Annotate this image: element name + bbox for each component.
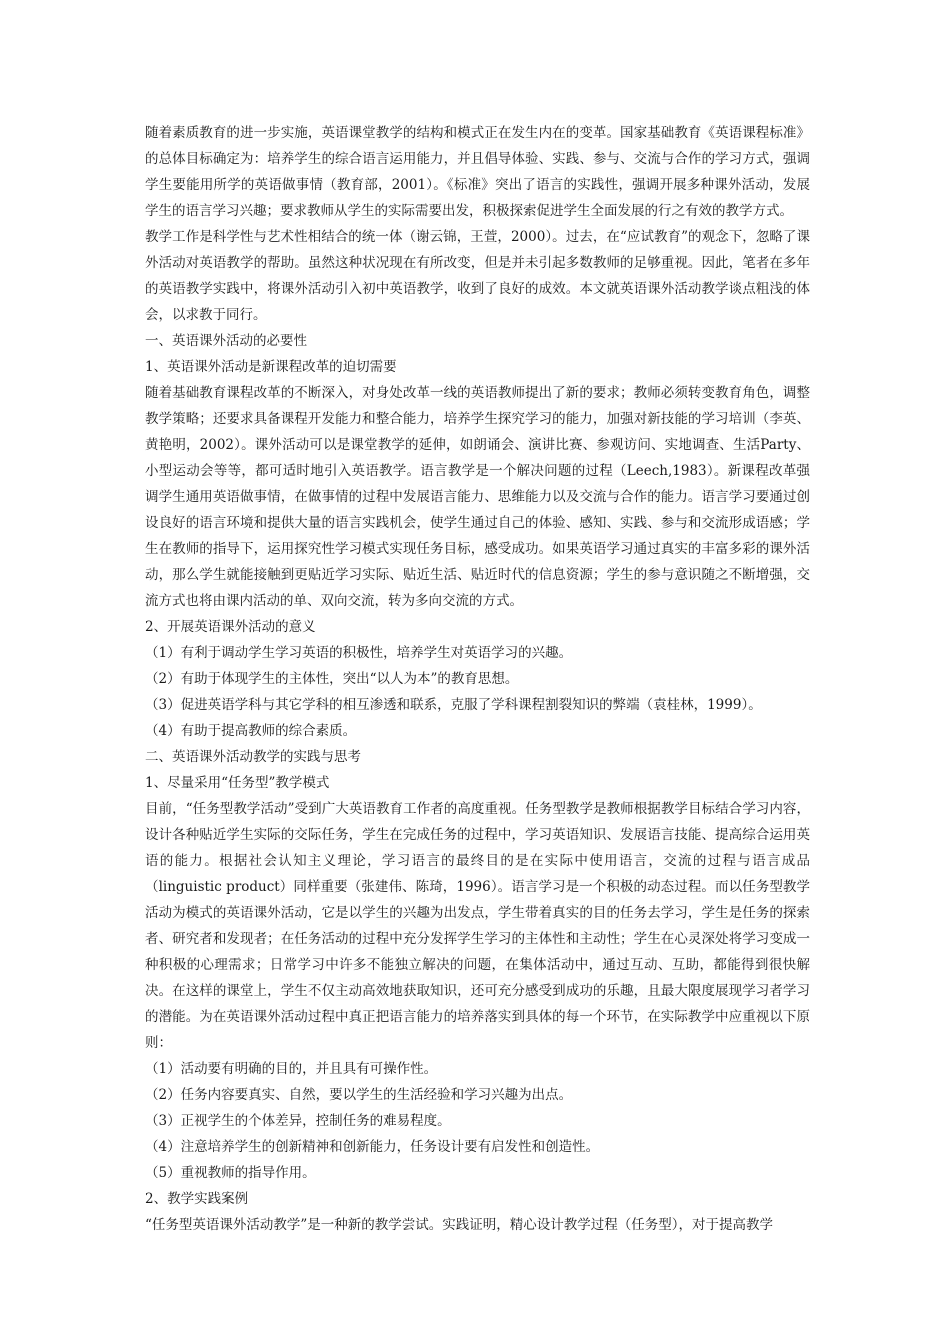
list-item: （4）注意培养学生的创新精神和创新能力，任务设计要有启发性和创造性。 <box>145 1139 600 1155</box>
list-item: （3）正视学生的个体差异，控制任务的难易程度。 <box>145 1113 451 1129</box>
subsection-heading-1-1: 1、英语课外活动是新课程改革的迫切需要 <box>145 359 397 375</box>
body-paragraph: 目前，“任务型教学活动”受到广大英语教育工作者的高度重视。任务型教学是教师根据教学目标结合学习内容，设计各种贴近学生实际的交际任务，学生在完成任务的过程中，学习英语知识、发展语言技能、提高综合运用英语的能力。根据社会认知主义理论，学习语言的最终目的是在实际中使用语言，交流的过程与语言成品（linguistic product）同样重要（张建伟、陈琦，1996）。语言学习是一个积极的动态过程。而以任务型教学活动为模式的英语课外活动，它是以学生的兴趣为出发点，学生带着真实的目的任务去学习，学生是任务的探索者、研究者和发现者；在任务活动的过程中充分发挥学生学习的主体性和主动性；学生在心灵深处将学习变成一种积极的心理需求；日常学习中许多不能独立解决的问题，在集体活动中，通过互动、互助，都能得到很快解决。在这样的课堂上，学生不仅主动高效地获取知识，还可充分感受到成功的乐趣，且最大限度展现学习者学习的潜能。为在英语课外活动过程中真正把语言能力的培养落实到具体的每一个环节，在实际教学中应重视以下原则： <box>145 801 810 1051</box>
list-item: （2）有助于体现学生的主体性，突出“以人为本”的教育思想。 <box>145 671 519 687</box>
section-heading-2: 二、英语课外活动教学的实践与思考 <box>145 749 361 765</box>
subsection-heading-2-1: 1、尽量采用“任务型”教学模式 <box>145 775 330 791</box>
list-item: （3）促进英语学科与其它学科的相互渗透和联系，克服了学科课程割裂知识的弊端（袁桂林，1999）。 <box>145 697 762 713</box>
intro-paragraph-1: 随着素质教育的进一步实施，英语课堂教学的结构和模式正在发生内在的变革。国家基础教育《英语课程标准》的总体目标确定为：培养学生的综合语言运用能力，并且倡导体验、实践、参与、交流与合作的学习方式，强调学生要能用所学的英语做事情（教育部，2001）。《标准》突出了语言的实践性，强调开展多种课外活动，发展学生的语言学习兴趣；要求教师从学生的实际需要出发，积极探索促进学生全面发展的行之有效的教学方式。 <box>145 125 810 219</box>
list-item: （1）有利于调动学生学习英语的积极性，培养学生对英语学习的兴趣。 <box>145 645 573 661</box>
list-item: （1）活动要有明确的目的，并且具有可操作性。 <box>145 1061 438 1077</box>
list-item: （2）任务内容要真实、自然，要以学生的生活经验和学习兴趣为出点。 <box>145 1087 573 1103</box>
subsection-heading-1-2: 2、开展英语课外活动的意义 <box>145 619 316 635</box>
subsection-heading-2-2: 2、教学实践案例 <box>145 1191 249 1207</box>
section-heading-1: 一、英语课外活动的必要性 <box>145 333 307 349</box>
body-paragraph: 随着基础教育课程改革的不断深入，对身处改革一线的英语教师提出了新的要求；教师必须转变教育角色，调整教学策略；还要求具备课程开发能力和整合能力，培养学生探究学习的能力，加强对新技能的学习培训（李英、黄艳明，2002）。课外活动可以是课堂教学的延伸，如朗诵会、演讲比赛、参观访问、实地调查、生活Party、小型运动会等等，都可适时地引入英语教学。语言教学是一个解决问题的过程（Leech,1983）。新课程改革强调学生通用英语做事情，在做事情的过程中发展语言能力、思维能力以及交流与合作的能力。语言学习要通过创设良好的语言环境和提供大量的语言实践机会，使学生通过自己的体验、感知、实践、参与和交流形成语感；学生在教师的指导下，运用探究性学习模式实现任务目标，感受成功。如果英语学习通过真实的丰富多彩的课外活动，那么学生就能接触到更贴近学习实际、贴近生活、贴近时代的信息资源；学生的参与意识随之不断增强，交流方式也将由课内活动的单、双向交流，转为多向交流的方式。 <box>145 385 810 609</box>
closing-line: “任务型英语课外活动教学”是一种新的教学尝试。实践证明，精心设计教学过程（任务型），对于提高教学 <box>145 1217 774 1233</box>
list-item: （5）重视教师的指导作用。 <box>145 1165 316 1181</box>
intro-paragraph-2: 教学工作是科学性与艺术性相结合的统一体（谢云锦，王萱，2000）。过去，在“应试教育”的观念下，忽略了课外活动对英语教学的帮助。虽然这种状况现在有所改变，但是并未引起多数教师的足够重视。因此，笔者在多年的英语教学实践中，将课外活动引入初中英语教学，收到了良好的成效。本文就英语课外活动教学谈点粗浅的体会，以求教于同行。 <box>145 229 810 323</box>
list-item: （4）有助于提高教师的综合素质。 <box>145 723 357 739</box>
document-body <box>145 120 810 1238</box>
